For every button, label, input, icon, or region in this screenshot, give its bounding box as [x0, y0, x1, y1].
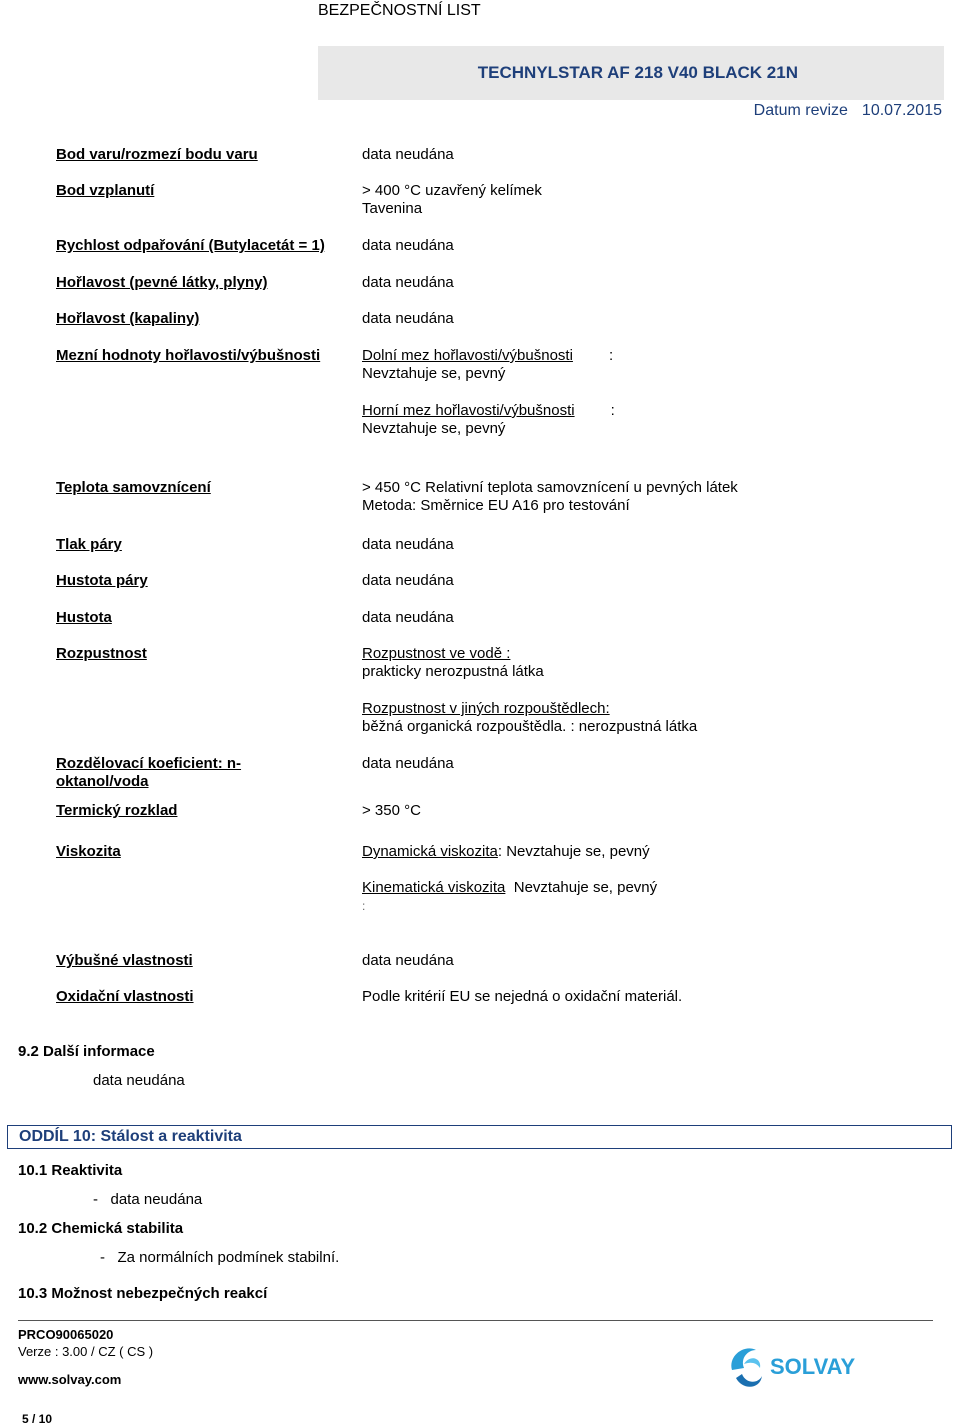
header-band — [318, 46, 944, 100]
revision-date: 10.07.2015 — [861, 102, 942, 119]
dynamic-viscosity-value: : Nevztahuje se, pevný — [497, 843, 650, 860]
decomposition-value: > 350 °C — [362, 802, 421, 819]
explosion-limits-label: Mezní hodnoty hořlavosti/výbušnosti — [56, 347, 321, 364]
autoignition-value: > 450 °C Relativní teplota samovznícení u pevných látek — [362, 479, 738, 496]
solvay-logo — [726, 1340, 856, 1396]
density-value: data neudána — [362, 609, 454, 626]
evaporation-rate-label: Rychlost odpařování (Butylacetát = 1) — [56, 237, 325, 254]
dynamic-viscosity-label: Dynamická viskozita — [362, 843, 498, 860]
document-version: Verze : 3.00 / CZ ( CS ) — [18, 1344, 154, 1359]
vapor-density-value: data neudána — [362, 572, 454, 589]
water-solubility-value: prakticky nerozpustná látka — [362, 663, 544, 680]
section-10-1-heading: 10.1 Reaktivita — [18, 1162, 123, 1179]
kinematic-viscosity-value: Nevztahuje se, pevný — [513, 879, 658, 896]
kinematic-viscosity-label: Kinematická viskozita — [362, 879, 506, 896]
flash-point-label: Bod vzplanutí — [56, 182, 155, 199]
upper-limit-value: Nevztahuje se, pevný — [362, 420, 506, 437]
dynamic-viscosity — [362, 843, 650, 861]
evaporation-rate-value: data neudána — [362, 237, 454, 254]
website-link[interactable]: www.solvay.com — [18, 1372, 122, 1387]
oxidizing-properties-value: Podle kritérií EU se nejedná o oxidační materiál. — [362, 988, 683, 1005]
upper-explosion-limit: Horní mez hořlavosti/výbušnosti : — [362, 402, 615, 419]
density-label: Hustota — [56, 609, 112, 626]
solubility-label: Rozpustnost — [56, 645, 147, 662]
vapor-density-label: Hustota páry — [56, 572, 148, 589]
section-10-2-value: - Za normálních podmínek stabilní. — [100, 1249, 340, 1266]
section-10-1-value: - data neudána — [93, 1191, 203, 1208]
section-9-2-value: data neudána — [93, 1072, 185, 1089]
kinematic-viscosity — [362, 879, 657, 897]
revision-label: Datum revize — [753, 102, 848, 119]
viscosity-label: Viskozita — [56, 843, 121, 860]
explosive-properties-label: Výbušné vlastnosti — [56, 952, 193, 969]
other-solubility-label: Rozpustnost v jiných rozpouštědlech: — [362, 700, 610, 717]
upper-limit-label: Horní mez hořlavosti/výbušnosti — [362, 402, 575, 419]
document-title: BEZPEČNOSTNÍ LIST — [318, 2, 481, 19]
partition-coefficient-value: data neudána — [362, 755, 454, 772]
logo-text: SOLVAY — [770, 1354, 856, 1379]
lower-limit-label: Dolní mez hořlavosti/výbušnosti — [362, 347, 573, 364]
section-10-3-heading: 10.3 Možnost nebezpečných reakcí — [18, 1285, 268, 1302]
vapor-pressure-value: data neudána — [362, 536, 454, 553]
section-9-2-heading: 9.2 Další informace — [18, 1043, 155, 1060]
autoignition-method: Metoda: Směrnice EU A16 pro testování — [362, 497, 630, 514]
section-10-header — [7, 1125, 952, 1149]
flash-point-value-2: Tavenina — [362, 200, 423, 217]
flammability-solid-value: data neudána — [362, 274, 454, 291]
decomposition-label: Termický rozklad — [56, 802, 178, 819]
other-solubility-value: běžná organická rozpouštědla. : nerozpustná látka — [362, 718, 698, 735]
partition-coefficient-label: Rozdělovací koeficient: n- — [56, 755, 242, 772]
partition-coefficient-label-2: oktanol/voda — [56, 773, 149, 790]
flammability-liquid-value: data neudána — [362, 310, 454, 327]
lower-limit-value: Nevztahuje se, pevný — [362, 365, 506, 382]
boiling-point-label: Bod varu/rozmezí bodu varu — [56, 146, 258, 163]
footer-divider — [18, 1320, 933, 1321]
boiling-point-value: data neudána — [362, 146, 454, 163]
explosive-properties-value: data neudána — [362, 952, 454, 969]
water-solubility-label: Rozpustnost ve vodě : — [362, 645, 511, 662]
oxidizing-properties-label: Oxidační vlastnosti — [56, 988, 194, 1005]
section-10-2-heading: 10.2 Chemická stabilita — [18, 1220, 184, 1237]
flash-point-value: > 400 °C uzavřený kelímek — [362, 182, 542, 199]
product-name: TECHNYLSTAR AF 218 V40 BLACK 21N — [477, 63, 798, 82]
page-number: 5 / 10 — [22, 1412, 53, 1426]
lower-explosion-limit: Dolní mez hořlavosti/výbušnosti : — [362, 347, 614, 364]
autoignition-label: Teplota samovznícení — [56, 479, 211, 496]
flammability-solid-label: Hořlavost (pevné látky, plyny) — [56, 274, 268, 291]
document-code: PRCO90065020 — [18, 1327, 114, 1342]
section-10-title: ODDÍL 10: Stálost a reaktivita — [19, 1128, 242, 1145]
solvay-swirl-icon — [726, 1340, 856, 1396]
revision-info — [754, 102, 942, 120]
vapor-pressure-label: Tlak páry — [56, 536, 122, 553]
flammability-liquid-label: Hořlavost (kapaliny) — [56, 310, 200, 327]
